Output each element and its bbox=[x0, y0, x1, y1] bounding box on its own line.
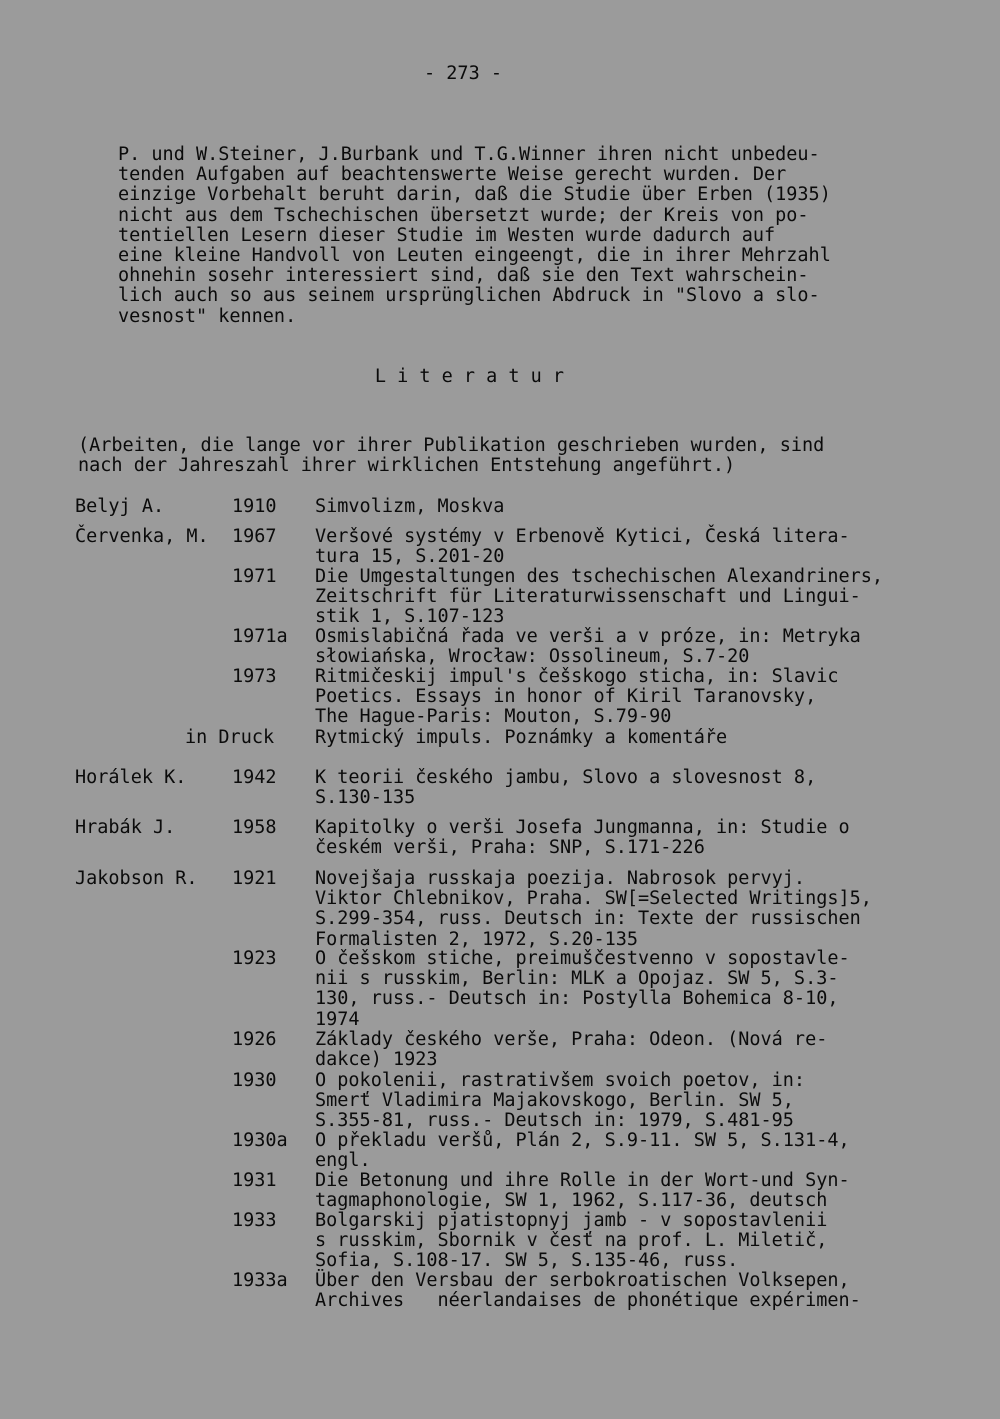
entry-year: 1971a bbox=[232, 626, 288, 647]
note-line: (Arbeiten, die lange vor ihrer Publikation geschrieben wurden, sind bbox=[78, 435, 825, 456]
entry-text bbox=[315, 728, 995, 748]
entry-line: Simvolizm, Moskva bbox=[315, 496, 505, 517]
entry-year: 1971 bbox=[232, 566, 277, 587]
entry-line: Kapitolky o verši Josefa Jungmanna, in: Studie o bbox=[315, 817, 850, 838]
entry-line: Veršové systémy v Erbenově Kytici, Česká litera- bbox=[315, 526, 850, 547]
entry-line: tagmaphonologie, SW 1, 1962, S.117-36, deutsch bbox=[315, 1190, 828, 1212]
entry-line: Sofia, S.108-17. SW 5, S.135-46, russ. bbox=[315, 1250, 739, 1272]
entry-text bbox=[315, 1030, 995, 1070]
entry-text bbox=[315, 869, 995, 950]
entry-year: 1931 bbox=[232, 1170, 277, 1191]
entry-line: S.355-81, russ.- Deutsch in: 1979, S.481-95 bbox=[315, 1110, 794, 1132]
entry-year: 1933a bbox=[232, 1270, 288, 1291]
entry-line: Archives néerlandaises de phonétique expérimen- bbox=[315, 1290, 861, 1312]
entry-line: The Hague-Paris: Mouton, S.79-90 bbox=[315, 706, 672, 728]
entry-line: Osmislabičná řada ve verši a v próze, in: Metryka bbox=[315, 626, 861, 647]
entry-year: in Druck bbox=[185, 727, 275, 748]
entry-text bbox=[315, 1171, 995, 1211]
entry-line: Poetics. Essays in honor of Kiril Taranovsky, bbox=[315, 686, 817, 708]
entry-line: Die Umgestaltungen des tschechischen Alexandriners, bbox=[315, 566, 884, 587]
entry-line: engl. bbox=[315, 1150, 371, 1172]
entry-line: Die Betonung und ihre Rolle in der Wort-und Syn- bbox=[315, 1170, 850, 1191]
entry-line: słowiańska, Wrocław: Ossolineum, S.7-20 bbox=[315, 646, 750, 668]
entry-line: tura 15, S.201-20 bbox=[315, 546, 505, 568]
entry-text bbox=[315, 818, 995, 858]
intro-line: P. und W.Steiner, J.Burbank und T.G.Winner ihren nicht unbedeu- bbox=[118, 144, 820, 165]
section-heading: Literatur bbox=[374, 366, 576, 387]
entry-line: Základy českého verše, Praha: Odeon. (Nová re- bbox=[315, 1029, 828, 1050]
page-number: - 273 - bbox=[424, 63, 502, 84]
entry-text bbox=[315, 527, 995, 567]
entry-year: 1930 bbox=[232, 1070, 277, 1091]
entry-line: Formalisten 2, 1972, S.20-135 bbox=[315, 928, 639, 950]
entry-line: Rytmický impuls. Poznámky a komentáře bbox=[315, 727, 728, 748]
intro-line: tenden Aufgaben auf beachtenswerte Weise gerecht wurden. Der bbox=[118, 164, 787, 186]
entry-line: Viktor Chlebnikov, Praha. SW[=Selected Writings]5, bbox=[315, 888, 872, 910]
entry-year: 1910 bbox=[232, 496, 277, 517]
entry-line: Smerť Vladimira Majakovskogo, Berlin. SW 5, bbox=[315, 1090, 794, 1112]
entry-line: dakce) 1923 bbox=[315, 1049, 438, 1071]
entry-text bbox=[315, 1071, 995, 1132]
entry-line: stik 1, S.107-123 bbox=[315, 606, 505, 628]
entry-text bbox=[315, 567, 995, 628]
entry-text bbox=[315, 1211, 995, 1272]
entry-author: Jakobson R. bbox=[75, 868, 198, 889]
entry-line: českém verši, Praha: SNP, S.171-226 bbox=[315, 837, 705, 859]
entry-line: 1974 bbox=[315, 1008, 360, 1030]
entry-year: 1942 bbox=[232, 767, 277, 788]
entry-author: Horálek K. bbox=[75, 767, 187, 788]
entry-text bbox=[315, 1131, 995, 1171]
entry-text bbox=[315, 768, 995, 808]
entry-year: 1930a bbox=[232, 1130, 288, 1151]
entry-line: Novejšaja russkaja poezija. Nabrosok pervyj. bbox=[315, 868, 806, 889]
entry-year: 1921 bbox=[232, 868, 277, 889]
entry-line: Zeitschrift für Literaturwissenschaft und Lingui- bbox=[315, 586, 861, 608]
entry-text bbox=[315, 667, 995, 728]
intro-line: eine kleine Handvoll von Leuten eingeengt, die in ihrer Mehrzahl bbox=[118, 244, 831, 266]
entry-text bbox=[315, 497, 995, 517]
entry-year: 1967 bbox=[232, 526, 277, 547]
entry-line: Über den Versbau der serbokroatischen Volksepen, bbox=[315, 1270, 850, 1291]
entry-text bbox=[315, 949, 995, 1030]
entry-year: 1958 bbox=[232, 817, 277, 838]
entry-line: O překladu veršů, Plán 2, S.9-11. SW 5, S.131-4, bbox=[315, 1130, 850, 1151]
intro-line: vesnost" kennen. bbox=[118, 305, 297, 327]
intro-line: ohnehin sosehr interessiert sind, daß sie den Text wahrschein- bbox=[118, 265, 809, 287]
entry-author: Červenka, M. bbox=[75, 526, 209, 547]
entry-year: 1973 bbox=[232, 666, 277, 687]
entry-line: O češskom stiche, preimuščestvenno v sopostavle- bbox=[315, 948, 850, 969]
entry-line: 130, russ.- Deutsch in: Postylla Bohemica 8-10, bbox=[315, 988, 839, 1010]
entry-text bbox=[315, 1271, 995, 1311]
entry-line: K teorii českého jambu, Slovo a slovesnost 8, bbox=[315, 767, 817, 788]
intro-line: nicht aus dem Tschechischen übersetzt wurde; der Kreis von po- bbox=[118, 204, 809, 226]
entry-year: 1926 bbox=[232, 1029, 277, 1050]
entry-year: 1933 bbox=[232, 1210, 277, 1231]
intro-line: tentiellen Lesern dieser Studie im Westen wurde dadurch auf bbox=[118, 224, 776, 246]
entry-line: nii s russkim, Berlin: MLK a Opojaz. SW 5, S.3- bbox=[315, 968, 839, 990]
entry-year: 1923 bbox=[232, 948, 277, 969]
intro-line: einzige Vorbehalt beruht darin, daß die Studie über Erben (1935) bbox=[118, 184, 831, 206]
entry-line: s russkim, Sbornik v česť na prof. L. Miletič, bbox=[315, 1230, 828, 1252]
note-line: nach der Jahreszahl ihrer wirklichen Entstehung angeführt.) bbox=[78, 455, 736, 477]
entry-author: Belyj A. bbox=[75, 496, 165, 517]
entry-text bbox=[315, 627, 995, 667]
entry-line: Bolgarskij pjatistopnyj jamb - v sopostavlenii bbox=[315, 1210, 828, 1231]
intro-line: lich auch so aus seinem ursprünglichen Abdruck in "Slovo a slo- bbox=[118, 285, 820, 307]
entry-line: O pokolenii, rastrativšem svoich poetov, in: bbox=[315, 1070, 806, 1091]
entry-line: S.130-135 bbox=[315, 787, 416, 809]
entry-line: Ritmičeskij impul's češskogo sticha, in: Slavic bbox=[315, 666, 839, 687]
entry-line: S.299-354, russ. Deutsch in: Texte der russischen bbox=[315, 908, 861, 930]
entry-author: Hrabák J. bbox=[75, 817, 176, 838]
